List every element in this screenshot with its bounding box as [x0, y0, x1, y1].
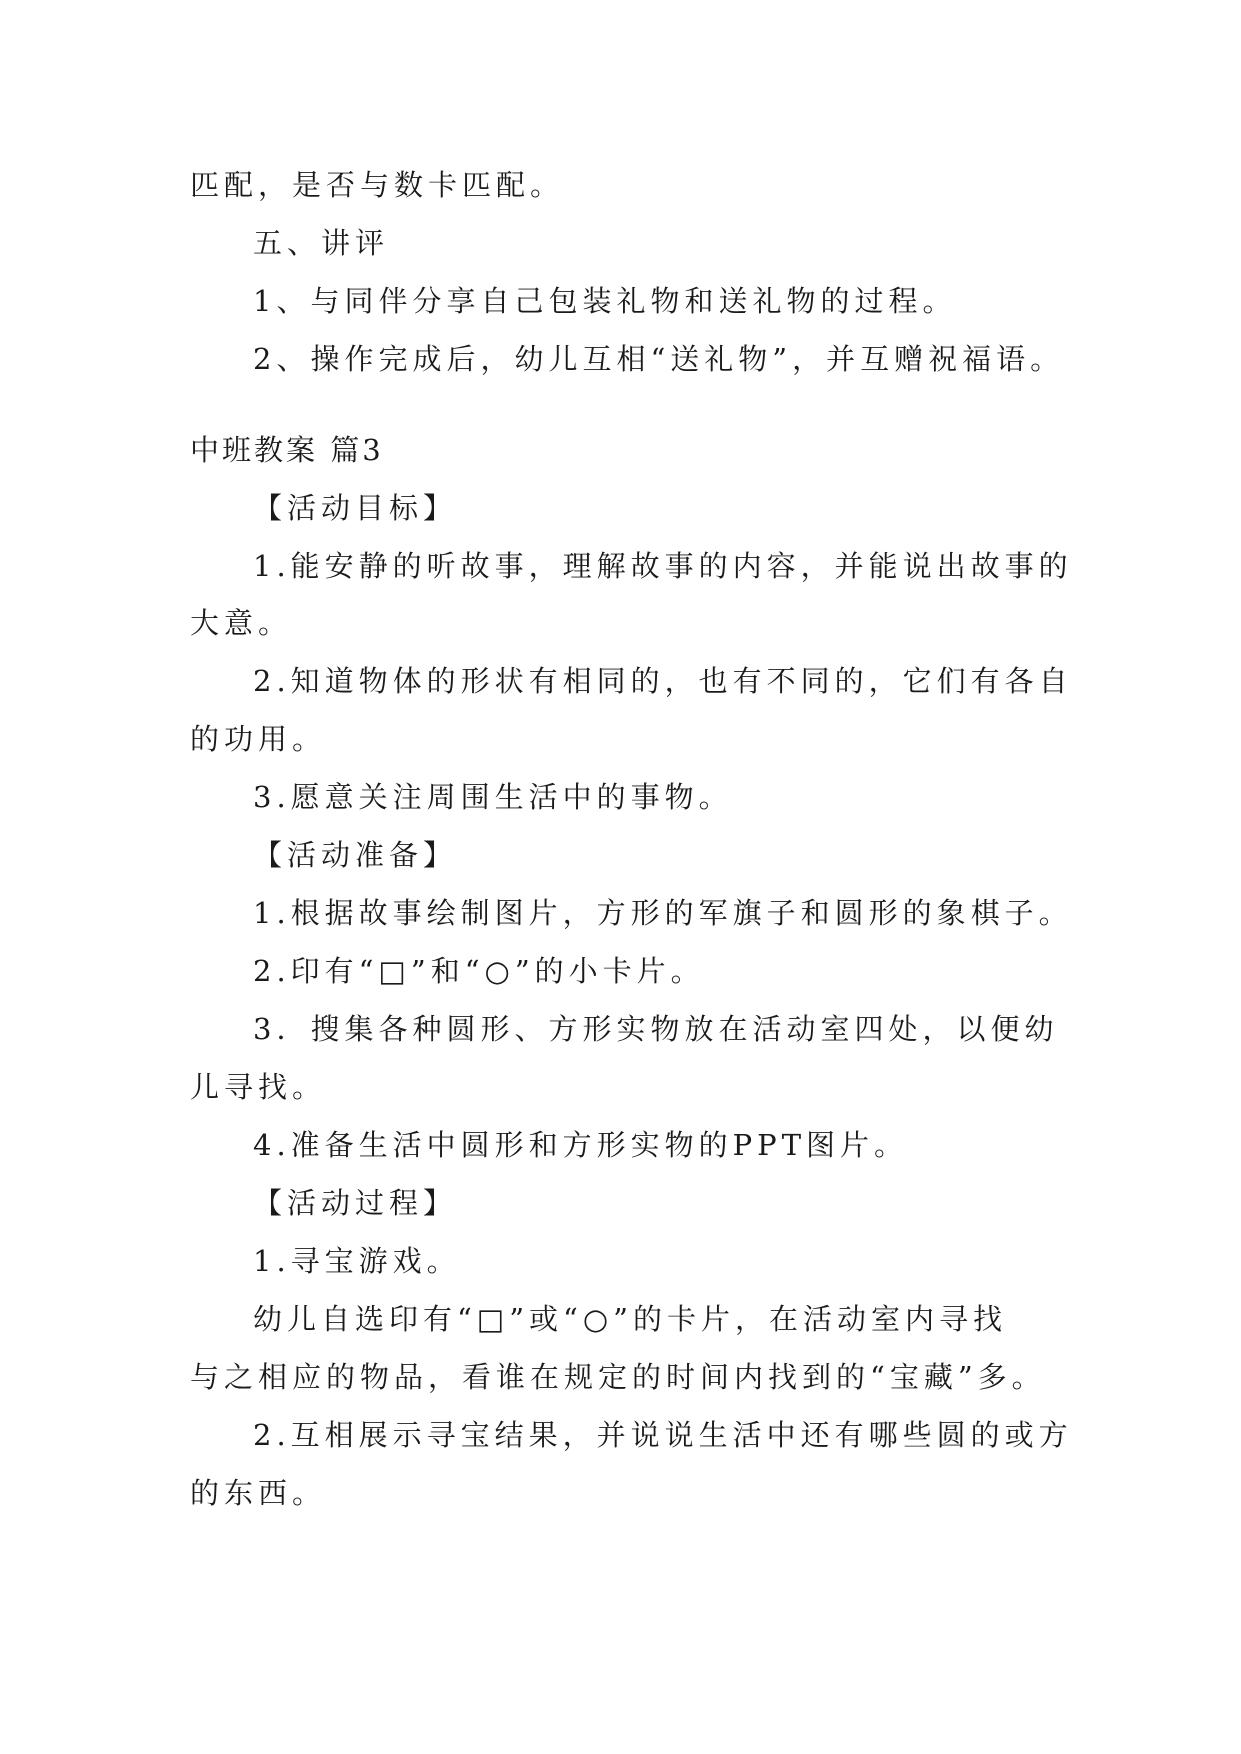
- list-item: 2.互相展示寻宝结果，并说说生活中还有哪些圆的或方: [253, 1418, 1073, 1452]
- text-line-continuation: 的东西。: [190, 1476, 327, 1510]
- list-item: 2.知道物体的形状有相同的，也有不同的，它们有各自: [253, 664, 1073, 698]
- text-line-continuation: 大意。: [190, 606, 293, 640]
- section-heading-review: 五、讲评: [253, 226, 390, 260]
- list-item: 1.能安静的听故事，理解故事的内容，并能说出故事的: [253, 549, 1073, 583]
- list-item: 1、与同伴分享自己包装礼物和送礼物的过程。: [253, 284, 957, 318]
- lesson-plan-title: 中班教案 篇3: [190, 433, 384, 467]
- list-item: 3．搜集各种圆形、方形实物放在活动室四处，以便幼: [253, 1012, 1059, 1046]
- list-item: 1.根据故事绘制图片，方形的军旗子和圆形的象棋子。: [253, 896, 1073, 930]
- list-item: 2、操作完成后，幼儿互相“送礼物”，并互赠祝福语。: [253, 342, 1065, 376]
- list-item: 3.愿意关注周围生活中的事物。: [253, 780, 733, 814]
- section-heading-preparation: 【活动准备】: [253, 838, 458, 872]
- list-item: 4.准备生活中圆形和方形实物的PPT图片。: [253, 1128, 909, 1162]
- text-line-continuation: 的功用。: [190, 722, 327, 756]
- text-line-continuation: 儿寻找。: [190, 1070, 327, 1104]
- section-heading-process: 【活动过程】: [253, 1186, 458, 1220]
- list-item: 1.寻宝游戏。: [253, 1244, 461, 1278]
- list-item: 2.印有“□”和“○”的小卡片。: [253, 954, 705, 988]
- paragraph-line: 幼儿自选印有“□”或“○”的卡片，在活动室内寻找: [253, 1302, 1008, 1336]
- section-heading-goals: 【活动目标】: [253, 491, 458, 525]
- text-line-continuation: 匹配，是否与数卡匹配。: [190, 168, 565, 202]
- text-line-continuation: 与之相应的物品，看谁在规定的时间内找到的“宝藏”多。: [190, 1360, 1046, 1394]
